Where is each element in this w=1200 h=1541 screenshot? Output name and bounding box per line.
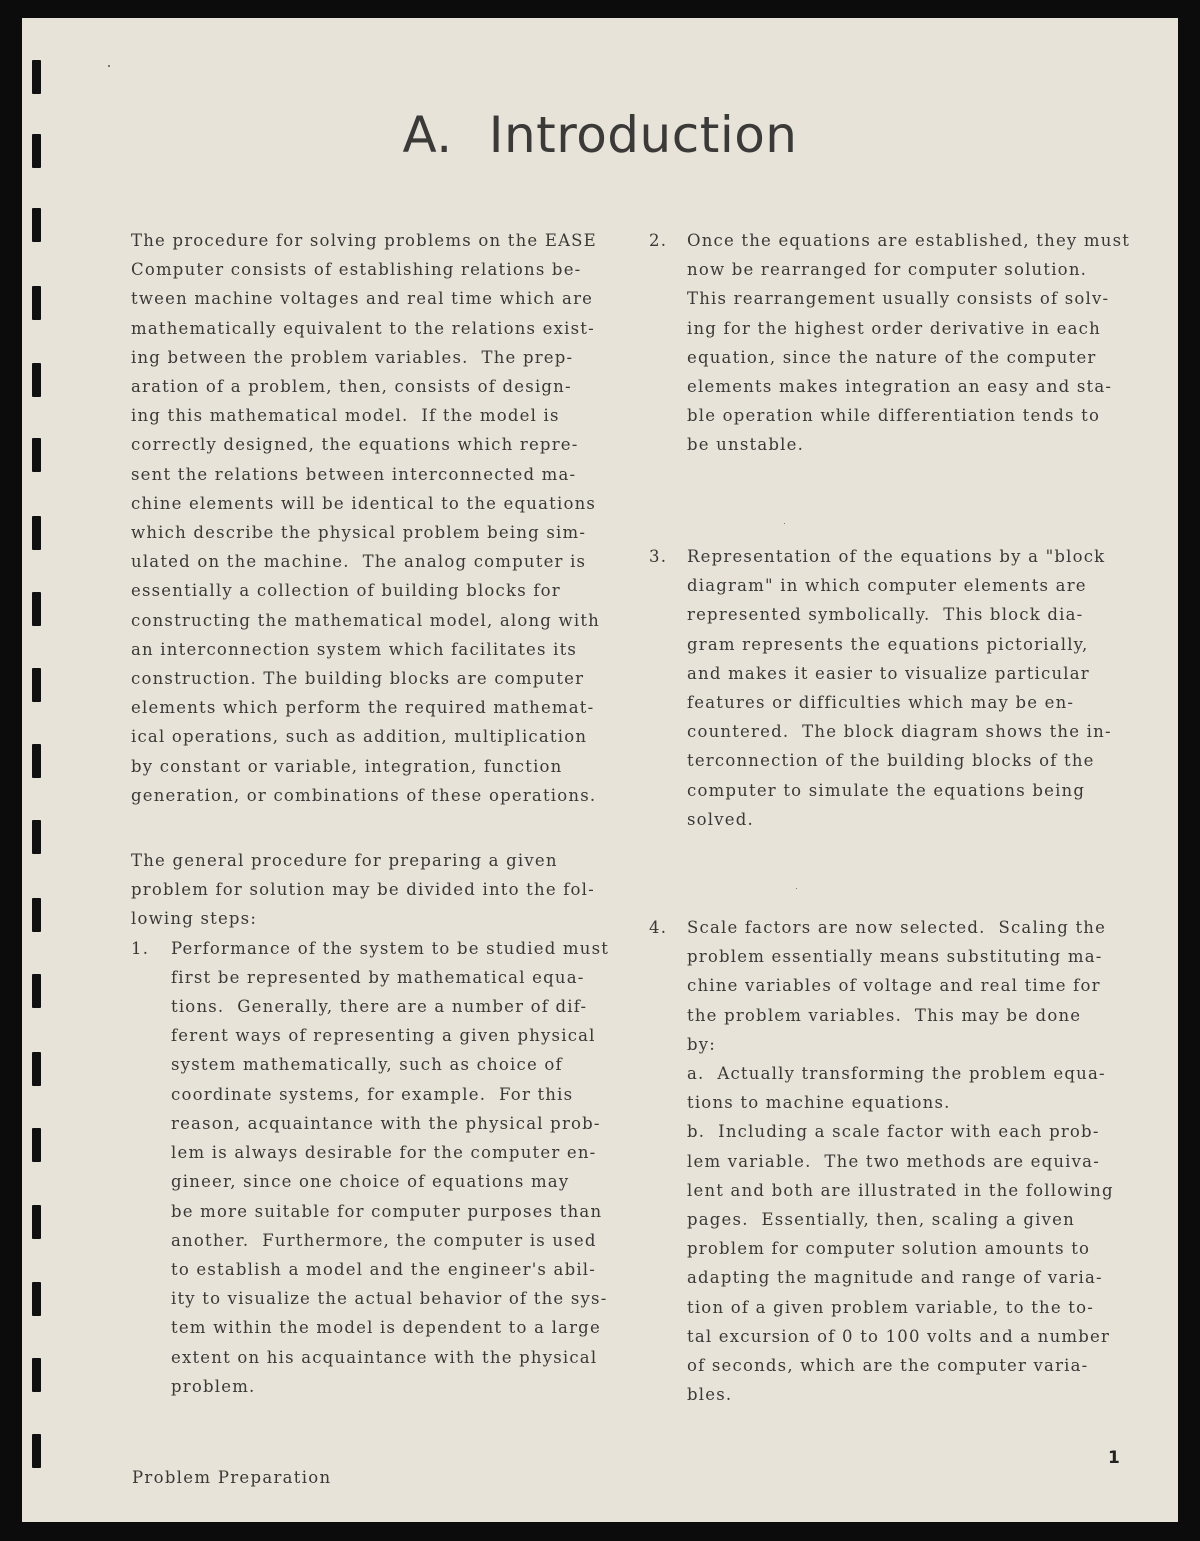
- text-line: ulated on the machine. The analog computer is: [131, 552, 587, 572]
- binding-hole: [32, 363, 41, 397]
- text-line: Scale factors are now selected. Scaling the: [687, 918, 1107, 937]
- binding-hole: [32, 744, 41, 778]
- binding-hole: [32, 286, 41, 320]
- text-line: ferent ways of representing a given physical: [171, 1026, 596, 1046]
- text-line: tions to machine equations.: [687, 1093, 951, 1113]
- text-line: represented symbolically. This block dia-: [687, 605, 1084, 625]
- text-line: lowing steps:: [131, 909, 258, 929]
- binding-hole: [32, 1205, 41, 1239]
- text-line: chine elements will be identical to the equations: [131, 493, 597, 513]
- text-line: countered. The block diagram shows the in-: [687, 722, 1112, 742]
- text-line: computer to simulate the equations being: [687, 780, 1086, 800]
- text-line: Computer consists of establishing relations be-: [131, 260, 582, 280]
- text-line: tween machine voltages and real time which are: [131, 289, 594, 309]
- text-line: now be rearranged for computer solution.: [687, 260, 1088, 280]
- text-line: The procedure for solving problems on the EASE: [131, 231, 597, 250]
- text-line: The general procedure for preparing a given: [131, 851, 558, 871]
- paper-speck: [784, 523, 785, 524]
- binding-hole: [32, 1358, 41, 1392]
- text-line: Performance of the system to be studied must: [171, 938, 610, 958]
- step-number: 4.: [649, 918, 668, 937]
- text-line: aration of a problem, then, consists of design-: [131, 377, 572, 397]
- step-4: [649, 913, 1121, 1409]
- binding-hole: [32, 208, 41, 242]
- step-text: [171, 934, 617, 1401]
- paper-speck: [796, 888, 797, 889]
- binding-hole: [32, 1128, 41, 1162]
- text-line: by:: [687, 1034, 717, 1054]
- text-line: mathematically equivalent to the relations exist-: [131, 318, 595, 338]
- procedure-paragraph: [131, 846, 617, 934]
- text-line: which describe the physical problem being sim-: [131, 523, 587, 543]
- text-line: constructing the mathematical model, along with: [131, 610, 600, 630]
- page-number: 1: [1108, 1448, 1120, 1468]
- step-number: 1.: [131, 938, 150, 958]
- text-line: terconnection of the building blocks of the: [687, 751, 1095, 771]
- text-line: first be represented by mathematical equa-: [171, 967, 585, 987]
- text-line: ing for the highest order derivative in each: [687, 318, 1101, 338]
- text-line: ing between the problem variables. The prep-: [131, 347, 574, 367]
- intro-paragraph: [131, 226, 617, 810]
- page-title: [22, 106, 1178, 164]
- text-line: and makes it easier to visualize particular: [687, 663, 1090, 683]
- step-text: [687, 913, 1121, 1059]
- text-line: gram represents the equations pictorially,: [687, 634, 1089, 654]
- paper-speck: [108, 65, 110, 67]
- step-1: [131, 934, 617, 1401]
- binding-hole: [32, 974, 41, 1008]
- binding-hole: [32, 1434, 41, 1468]
- text-line: lem is always desirable for the computer en-: [171, 1143, 597, 1163]
- text-line: ity to visualize the actual behavior of the sys-: [171, 1289, 608, 1309]
- text-line: adapting the magnitude and range of varia-: [687, 1268, 1103, 1288]
- text-line: This rearrangement usually consists of solv-: [687, 289, 1110, 309]
- binding-hole: [32, 438, 41, 472]
- section-title: Introduction: [488, 106, 798, 164]
- binding-hole: [32, 516, 41, 550]
- text-line: ical operations, such as addition, multiplication: [131, 727, 588, 747]
- text-line: problem.: [171, 1376, 256, 1396]
- text-line: generation, or combinations of these operations.: [131, 785, 597, 805]
- text-line: b. Including a scale factor with each prob-: [687, 1122, 1100, 1142]
- text-line: be more suitable for computer purposes than: [171, 1201, 603, 1221]
- section-letter: A.: [402, 106, 453, 164]
- step-3: [649, 542, 1121, 834]
- text-line: diagram" in which computer elements are: [687, 576, 1087, 596]
- step-text: [687, 226, 1131, 460]
- text-line: sent the relations between interconnected ma-: [131, 464, 577, 484]
- text-line: tal excursion of 0 to 100 volts and a number: [687, 1326, 1111, 1346]
- text-line: tion of a given problem variable, to the to-: [687, 1297, 1095, 1317]
- footer-section-title: Problem Preparation: [132, 1468, 332, 1487]
- text-line: construction. The building blocks are computer: [131, 669, 585, 689]
- document-page: [22, 18, 1178, 1522]
- text-line: bles.: [687, 1385, 733, 1405]
- text-line: extent on his acquaintance with the physical: [171, 1347, 598, 1367]
- binding-hole: [32, 820, 41, 854]
- step-number: 3.: [649, 547, 668, 566]
- binding-hole: [32, 60, 41, 94]
- text-line: be unstable.: [687, 435, 805, 455]
- text-line: Once the equations are established, they must: [687, 231, 1131, 250]
- text-line: system mathematically, such as choice of: [171, 1055, 563, 1075]
- binding-hole: [32, 1052, 41, 1086]
- text-line: reason, acquaintance with the physical prob-: [171, 1113, 601, 1133]
- text-line: by constant or variable, integration, function: [131, 756, 563, 776]
- text-line: coordinate systems, for example. For this: [171, 1084, 574, 1104]
- text-line: lent and both are illustrated in the following: [687, 1180, 1114, 1200]
- text-line: another. Furthermore, the computer is used: [171, 1230, 597, 1250]
- text-line: gineer, since one choice of equations may: [171, 1172, 570, 1192]
- text-line: tions. Generally, there are a number of dif-: [171, 997, 588, 1017]
- text-line: lem variable. The two methods are equiva-: [687, 1151, 1100, 1171]
- text-line: an interconnection system which facilitates its: [131, 639, 578, 659]
- text-line: problem for solution may be divided into the fol-: [131, 880, 595, 900]
- text-line: problem for computer solution amounts to: [687, 1239, 1091, 1259]
- step-4-sub-b: [687, 1117, 1121, 1409]
- text-line: solved.: [687, 809, 754, 829]
- step-text: [687, 542, 1121, 834]
- left-column: [131, 226, 617, 1401]
- text-line: chine variables of voltage and real time for: [687, 976, 1101, 996]
- binding-hole: [32, 592, 41, 626]
- step-2: [649, 226, 1131, 460]
- text-line: problem essentially means substituting ma-: [687, 947, 1103, 967]
- binding-hole: [32, 1282, 41, 1316]
- text-line: a. Actually transforming the problem equa-: [687, 1064, 1106, 1084]
- text-line: tem within the model is dependent to a large: [171, 1318, 601, 1338]
- binding-hole: [32, 668, 41, 702]
- text-line: correctly designed, the equations which repre-: [131, 435, 579, 455]
- text-line: elements makes integration an easy and sta-: [687, 377, 1113, 397]
- text-line: equation, since the nature of the computer: [687, 347, 1097, 367]
- step-4-sub-a: [687, 1059, 1121, 1117]
- text-line: essentially a collection of building blocks for: [131, 581, 561, 601]
- text-line: pages. Essentially, then, scaling a given: [687, 1210, 1075, 1230]
- text-line: to establish a model and the engineer's abil-: [171, 1259, 597, 1279]
- text-line: Representation of the equations by a "block: [687, 547, 1106, 566]
- text-line: the problem variables. This may be done: [687, 1005, 1082, 1025]
- text-line: elements which perform the required mathemat-: [131, 698, 595, 718]
- step-number: 2.: [649, 231, 668, 250]
- text-line: ing this mathematical model. If the model is: [131, 406, 560, 426]
- binding-hole: [32, 898, 41, 932]
- text-line: features or difficulties which may be en-: [687, 693, 1075, 713]
- text-line: of seconds, which are the computer varia-: [687, 1356, 1089, 1376]
- text-line: ble operation while differentiation tends to: [687, 406, 1101, 426]
